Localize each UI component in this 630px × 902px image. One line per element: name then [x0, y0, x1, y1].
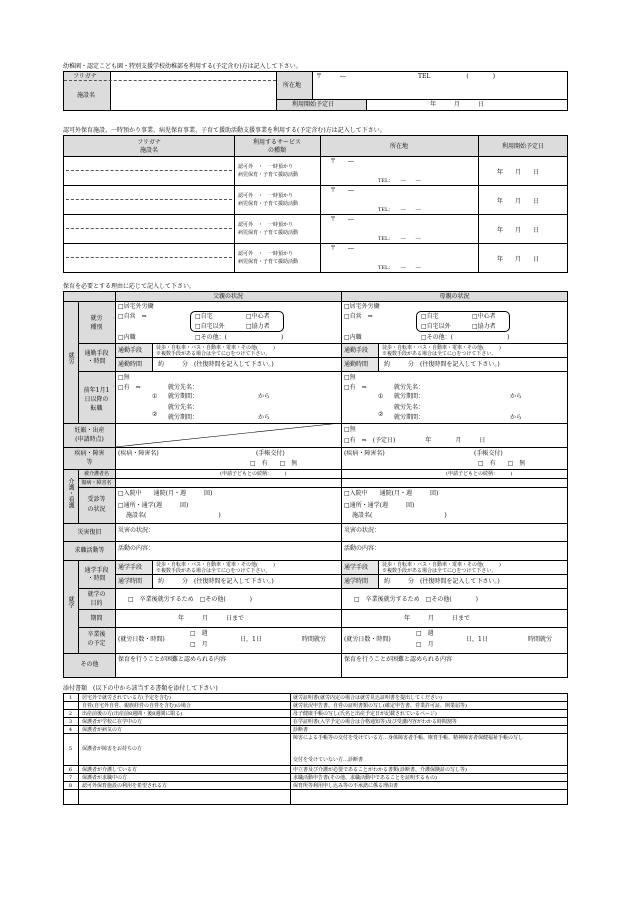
side-label-study: 就学 [67, 596, 74, 608]
application-form-page: 幼稚園・認定こども園・特別支援学校幼稚部を利用する(予定含む)方は記入して下さい。 フリガナ 施設名 所在地 〒 ― TEL ( ) 利用開始予定日 年 月 日 認可外保育施設、一時預かり事業、病児保育事業、子育て援助活動支援事業を利用する(予定含む)方は記入して下さい。 フリガナ 施設名 利用するサービス の種類 所在地 利用開始予定日 認可外 ・ 一時預かり 病児保育・子育て援助活動 〒 ― TEL： ― ― 年 月 日 認可外 ・ 一時預かり 病児保育・子育て援助活動 〒 ― TEL： ― ― 年 月 日 認可外 ・ 一時預かり 病児保育・子育て援助活動 〒 ― TEL： ― ― 年 月 日 認可外 ・ 一時預かり 病児保育・子育て援助活動 〒 ― TEL： ― ― 年 月 日 保育を必要とする理由に応じて記入して下さい。 父親の状況 母親の状況 就労 介護・看護 就学 就労 種別 通勤手段 ・時間 前年1月1 日以降の 転職 妊娠・出産 (申請時点) 疾病・障害 等 被介護者名 傷病・障害名 受診等 の状況 災害復旧 求職活動等 通学手段 ・時間 就学の 目的 期間 卒業後 の予定 その他 □居宅外労働 □自営 ⇒ □自宅 □中心者 □自宅以外 □協力者 □内職 □その他：( ) 通勤手段 徒歩・自転車・バス・自動車・電車・その他( ) ※複数手段がある場合は全てに○をつけて下さい。 通勤時間 約 分 (往復時間を記入して下さい。) □無 □有 ⇒ ① ② 就労先名： 就労期間： から 就労先名： 就労期間： から (疾病・障害名) (手帳交付) □ 有 □ 無 (申請子どもとの続柄： ) □入院中 通院(月・週 回) □通所・通学(週 回) 施設名( ) 災害の状況： 活動の内容： 通学手段 徒歩・自転車・バス・自動車・電車・その他( ) ※複数手段がある場合は全てに○をつけて下さい。 通学時間 約 分 (往復時間を記入して下さい。) □ 卒業後就労するため □その他( ) 年 月 日まで (就労日数・時間) □ 週 □ 月 日，1日 時間就労 保育を行うことが困難と認められる内容 □居宅外労働 □自営 ⇒ □自宅 □中心者 □自宅以外 □協力者 □内職 □その他：( ) 通勤手段 徒歩・自転車・バス・自動車・電車・その他( ) ※複数手段がある場合は全てに○をつけて下さい。 通勤時間 約 分 (往復時間を記入して下さい。) □無 □有 ⇒ ① ② 就労先名： 就労期間： から 就労先名： 就労期間： から □無 □有 ⇒ (予定日) 年 月 日 (疾病・障害名) (手帳交付) □ 有 □ 無 (申請子どもとの続柄： ) □入院中 通院(月・週 回) □通所・通学(週 回) 施設名( ) 災害の状況： 活動の内容： 通学手段 徒歩・自転車・バス・自動車・電車・その他( ) ※複数手段がある場合は全てに○をつけて下さい。 通学時間 約 分 (往復時間を記入して下さい。) □ 卒業後就労するため □その他( ) 年 月 日まで (就労日数・時間) □ 週 □ 月 日，1日 時間就労 保育を行うことが困難と認められる内容 添付書類 (以下の中から該当する書類を添付して下さい) 1 居宅外で就労されている方(予定を含む) 就労証明書(就労内定の場合は就労見込証明書を提出してください) 自営(自宅外自営、親族経営の自営を含む)の場合 就労状況申告書、自営の証明書類の写し(確定申告書、営業許可証、開業届等) 2 出産前後の方(出産前8週間・後8週間に限る) 母子健康手帳の写し(氏名と出産予定日が記載されているページ) 3 保護者が学校に在学中の方 在学証明書(入学予定の場合は合格通知等)及び受講内容がわかる時間割等 4 保護者が病気の方 診断書 5 保護者が障害をお持ちの方 障害による手帳等の交付を受けている方…身体障害者手帳、療育手帳、精神障害者保健福祉手帳の写し 交付を受けていない方…診断書 6 保護者が介護している方 申立書及び介護が必要であることがわかる書類(診断書、介護保険証の写し等) 7 保護者が求職中の方 求職活動申告書(その他、求職活動中であることを証明するもの) 8 認可外保育施設の利用を希望される方 保育所等利用申し込み等の不承諾に係る理由書 [0, 0, 630, 902]
side-label-shuro: 就労 [67, 352, 74, 364]
sec1-start-date: 年 月 日 [430, 101, 485, 108]
sec4-title: 添付書類 (以下の中から該当する書類を添付して下さい) [63, 685, 218, 692]
father-header: 父親の状況 [212, 293, 243, 300]
sec2-header-furigana: フリガナ [137, 139, 161, 146]
sec1-title: 幼稚園・認定こども園・特別支援学校幼稚部を利用する(予定含む)方は記入して下さい。 [63, 63, 302, 70]
sec1-facility-name-label: 施設名 [77, 92, 96, 99]
sec2-header-start: 利用開始予定日 [501, 143, 544, 150]
sec2-header-address: 所在地 [389, 143, 408, 150]
sec2-header-service-top: 利用するサービス [252, 139, 301, 146]
sec1-postal: 〒 ― [316, 73, 347, 80]
sec1-start-label: 利用開始予定日 [292, 101, 335, 108]
sec1-furigana-label: フリガナ [73, 73, 97, 80]
side-label-care: 介護・看護 [67, 478, 74, 508]
sec2-header-service: の種類 [267, 147, 286, 154]
sec1-tel: TEL ( ) [418, 73, 496, 80]
sec3-title: 保育を必要とする理由に応じて記入して下さい。 [63, 283, 196, 290]
sec1-address-label: 所在地 [283, 82, 302, 89]
mother-header: 母親の状況 [439, 293, 470, 300]
sec2-header-facility: 施設名 [139, 147, 158, 154]
pregnancy-diagonal [115, 423, 341, 447]
sec2-title: 認可外保育施設、一時預かり事業、病児保育事業、子育て援助活動支援事業を利用する(予定含む)方は記入して下さい。 [63, 127, 386, 134]
